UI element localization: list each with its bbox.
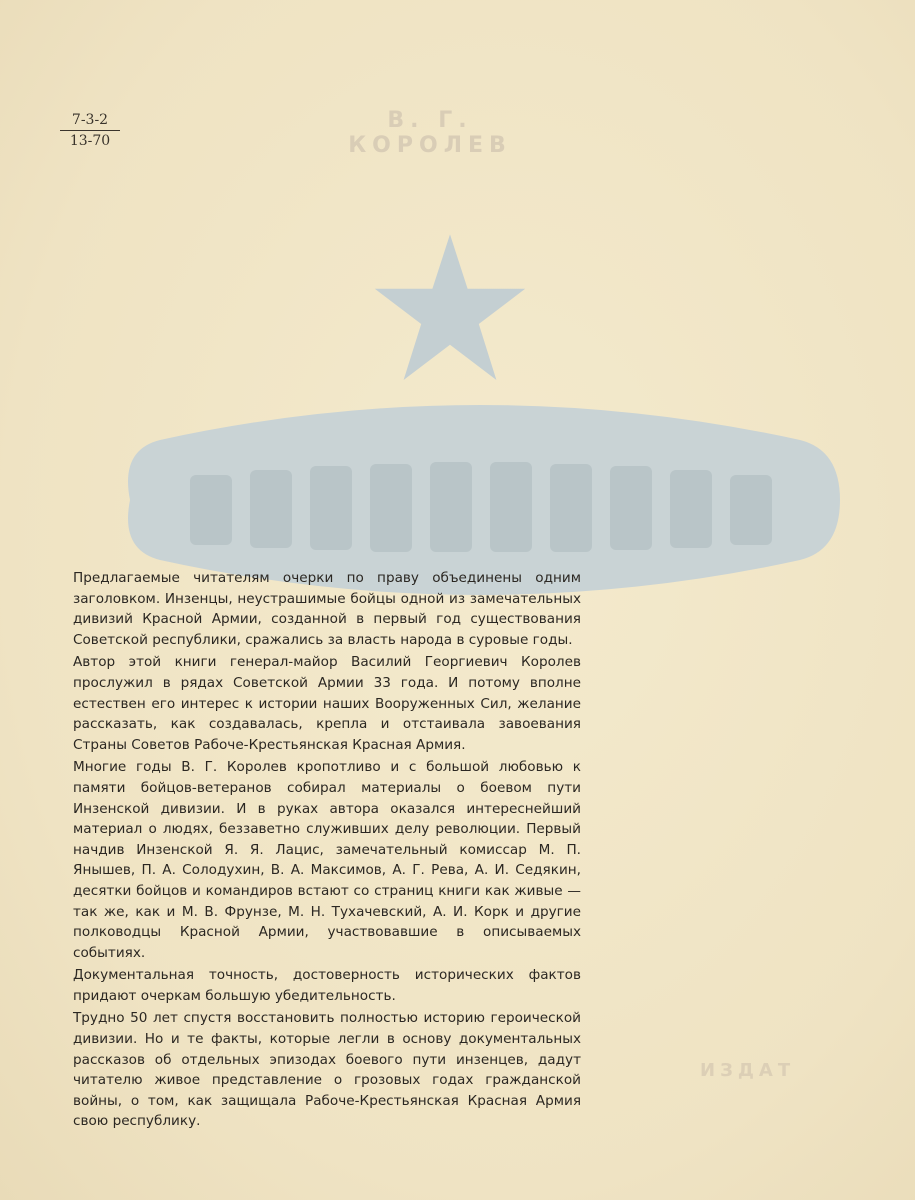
annotation-paragraph: Документальная точность, достоверность исторических фактов придают очеркам большую убедительность. [73,967,581,1004]
bleed-through-star-icon [370,228,530,388]
book-annotation [73,568,581,1134]
bleed-through-author: В. Г. КОРОЛЕВ [348,108,512,158]
catalog-number-top: 7-3-2 [60,112,120,131]
annotation-paragraph: Многие годы В. Г. Королев кропотливо и с большой любовью к памяти бойцов-ветеранов собирал материалы о боевом пути Инзенской дивизии. И в руках автора оказался интереснейший материал о людях, беззаветно служивших делу революции. Первый начдив Инзенской Я. Я. Лацис, замечательный комиссар М. П. Янышев, П. А. Солодухин, В. А. Максимов, А. Г. Рева, А. И. Седякин, десятки бойцов и командиров встают со страниц книги как живые — так же, как и М. В. Фрунзе, М. Н. Тухачевский, А. И. Корк и другие полководцы Красной Армии, участвовавшие в описываемых событиях. [73,759,581,961]
bleed-through-publisher: ИЗДАТ [700,1060,796,1081]
catalog-number [60,112,120,149]
catalog-number-bottom: 13-70 [69,133,111,149]
annotation-paragraph: Автор этой книги генерал-майор Василий Георгиевич Королев прослужил в рядах Советской Армии 33 года. И потому вполне естествен его интерес к истории наших Вооруженных Сил, желание рассказать, как создавалась, крепла и отстаивала завоевания Страны Советов Рабоче-Крестьянская Красная Армия. [73,654,581,753]
annotation-paragraph: Трудно 50 лет спустя восстановить полностью историю героической дивизии. Но и те факты, которые легли в основу документальных рассказов об отдельных эпизодах боевого пути инзенцев, дадут читателю живое представление о грозовых годах гражданской войны, о том, как защищала Рабоче-Крестьянская Красная Армия свою республику. [73,1010,581,1130]
annotation-paragraph: Предлагаемые читателям очерки по праву объединены одним заголовком. Инзенцы, неустрашимые бойцы одной из замечательных дивизий Красной Армии, созданной в первый год существования Советской республики, сражались за власть народа в суровые годы. [73,570,581,648]
